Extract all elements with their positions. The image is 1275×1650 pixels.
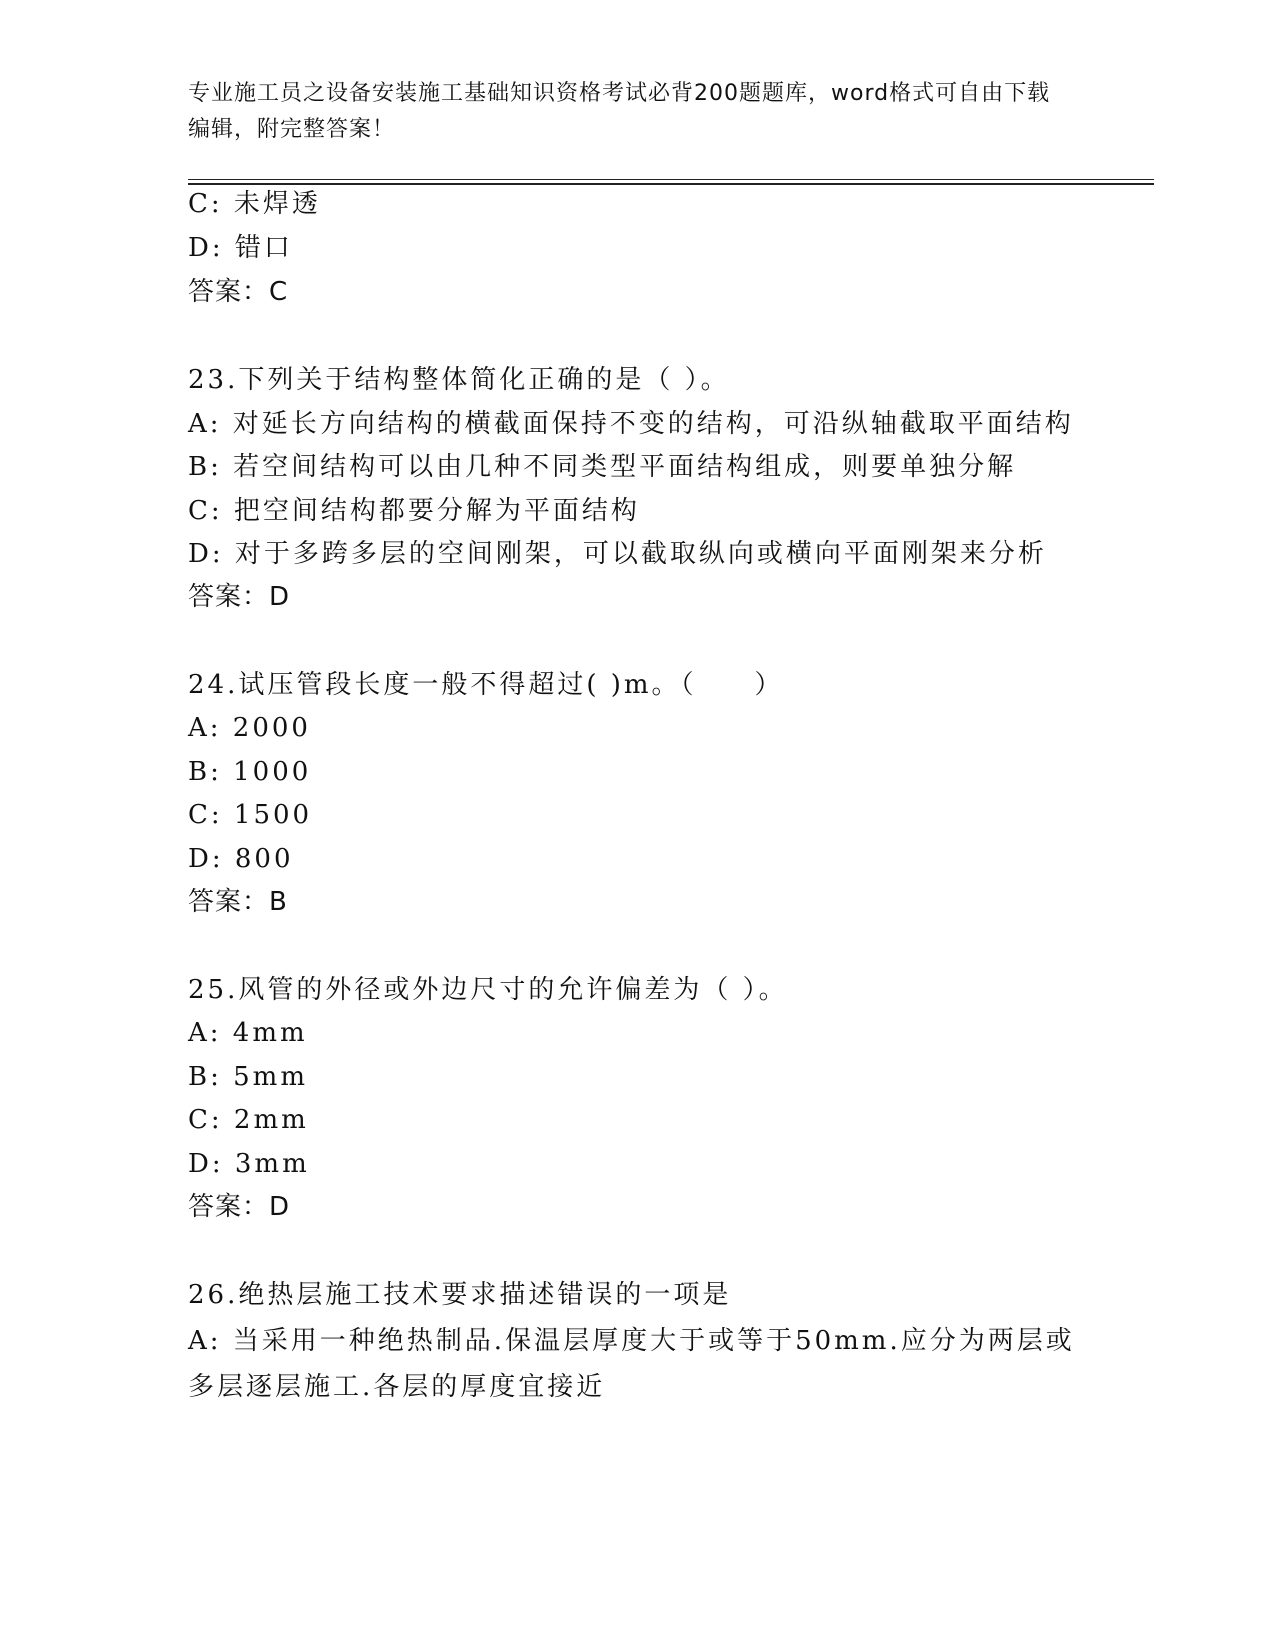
q22-option-c: C: 未焊透 — [188, 189, 321, 219]
q25-option-b: B: 5mm — [188, 1062, 308, 1092]
q25-option-a: A: 4mm — [188, 1018, 308, 1048]
q24-answer: 答案：B — [188, 887, 288, 917]
q23-option-d: D: 对于多跨多层的空间刚架，可以截取纵向或横向平面刚架来分析 — [188, 539, 1047, 569]
document-header: 专业施工员之设备安装施工基础知识资格考试必背200题题库，word格式可自由下载编辑，附完整答案！ — [188, 81, 1051, 142]
q23-answer: 答案：D — [188, 582, 291, 612]
header-divider-thin — [188, 179, 1154, 180]
q25-question: 25.风管的外径或外边尺寸的允许偏差为（ ）。 — [188, 975, 788, 1005]
q24-question: 24.试压管段长度一般不得超过( )m。（ ） — [188, 670, 784, 700]
q24-option-d: D: 800 — [188, 844, 294, 874]
q22-answer: 答案：C — [188, 277, 289, 307]
q23-option-b: B: 若空间结构可以由几种不同类型平面结构组成，则要单独分解 — [188, 452, 1017, 482]
q23-question: 23.下列关于结构整体简化正确的是（ ）。 — [188, 365, 730, 395]
q25-option-d: D: 3mm — [188, 1149, 310, 1179]
q22-option-d: D: 错口 — [188, 233, 293, 263]
q26-option-a: A: 当采用一种绝热制品.保温层厚度大于或等于50mm.应分为两层或多层逐层施工.各层的厚度宜接近 — [188, 1326, 1075, 1402]
q24-option-c: C: 1500 — [188, 800, 313, 830]
q23-option-c: C: 把空间结构都要分解为平面结构 — [188, 496, 640, 526]
q25-answer: 答案：D — [188, 1192, 291, 1222]
q24-option-b: B: 1000 — [188, 757, 312, 787]
q24-option-a: A: 2000 — [188, 713, 311, 743]
q25-option-c: C: 2mm — [188, 1105, 309, 1135]
q26-question: 26.绝热层施工技术要求描述错误的一项是 — [188, 1280, 732, 1310]
header-divider-thick — [188, 183, 1154, 185]
q23-option-a: A: 对延长方向结构的横截面保持不变的结构，可沿纵轴截取平面结构 — [188, 409, 1074, 439]
